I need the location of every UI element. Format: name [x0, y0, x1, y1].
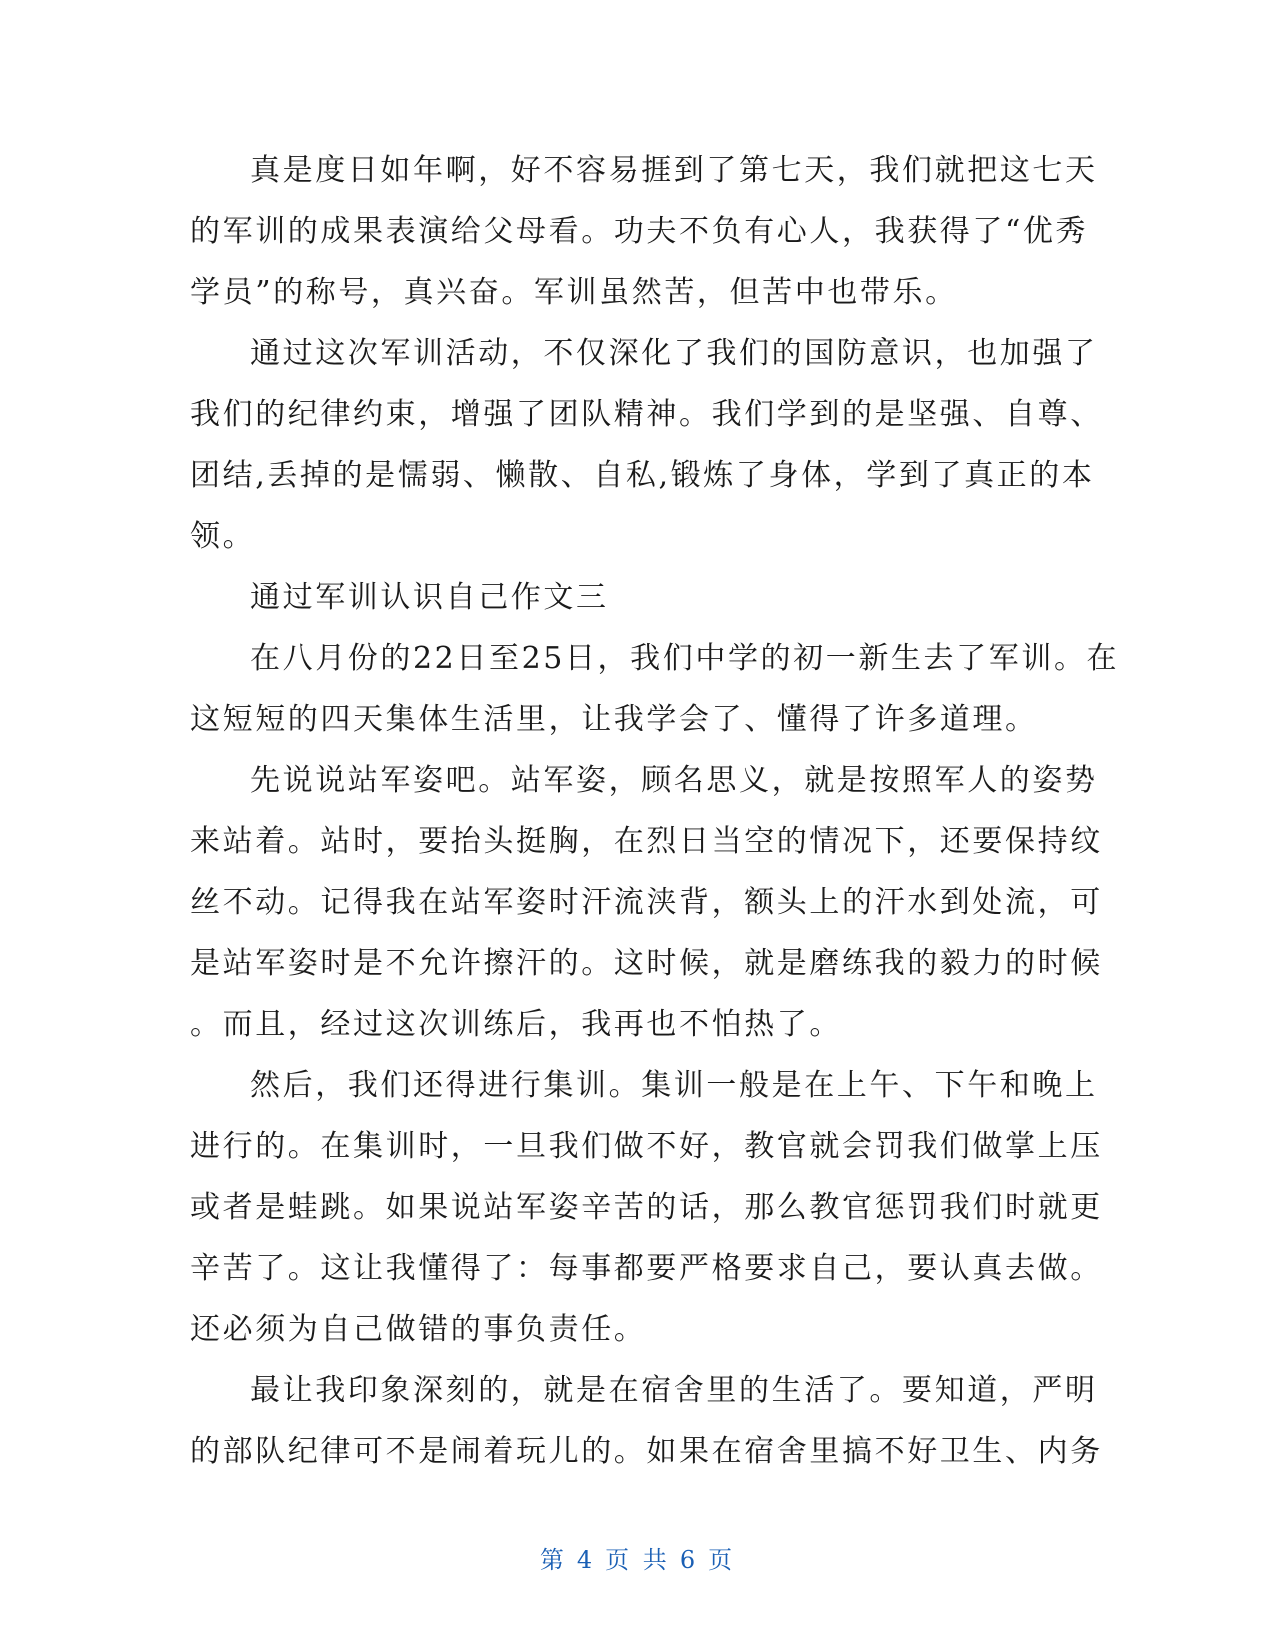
text-line: 来站着。站时，要抬头挺胸，在烈日当空的情况下，还要保持纹: [190, 824, 1103, 859]
page-footer: [0, 1540, 1275, 1575]
text-line: 还必须为自己做错的事负责任。: [190, 1312, 647, 1347]
text-line: 最让我印象深刻的，就是在宿舍里的生活了。要知道，严明: [250, 1373, 1098, 1408]
text-line: 是站军姿时是不允许擦汗的。这时候，就是磨练我的毅力的时候: [190, 946, 1103, 981]
text-line: 然后，我们还得进行集训。集训一般是在上午、下午和晚上: [250, 1068, 1098, 1103]
text-line: 的部队纪律可不是闹着玩儿的。如果在宿舍里搞不好卫生、内务: [190, 1434, 1103, 1469]
text-line: 领。: [190, 519, 256, 554]
text-line: 学员”的称号，真兴奋。军训虽然苦，但苦中也带乐。: [190, 275, 958, 310]
text-line: 辛苦了。这让我懂得了：每事都要严格要求自己，要认真去做。: [190, 1251, 1103, 1286]
text-line: 真是度日如年啊，好不容易捱到了第七天，我们就把这七天: [250, 153, 1098, 188]
footer-total-pages: 6: [679, 1546, 699, 1574]
text-line: 先说说站军姿吧。站军姿，顾名思义，就是按照军人的姿势: [250, 763, 1098, 798]
footer-suffix: 页: [708, 1546, 736, 1574]
text-line: 这短短的四天集体生活里，让我学会了、懂得了许多道理。: [190, 702, 1038, 737]
text-line: 我们的纪律约束，增强了团队精神。我们学到的是坚强、自尊、: [190, 397, 1103, 432]
text-line: 丝不动。记得我在站军姿时汗流浃背，额头上的汗水到处流，可: [190, 885, 1103, 920]
section-heading: 通过军训认识自己作文三: [250, 580, 609, 615]
text-line: 或者是蛙跳。如果说站军姿辛苦的话，那么教官惩罚我们时就更: [190, 1190, 1103, 1225]
text-line: 通过这次军训活动，不仅深化了我们的国防意识，也加强了: [250, 336, 1098, 371]
footer-middle: 页 共: [605, 1546, 670, 1574]
text-line: 进行的。在集训时，一旦我们做不好，教官就会罚我们做掌上压: [190, 1129, 1103, 1164]
document-body: [190, 140, 1120, 1482]
text-line: 团结,丢掉的是懦弱、懒散、自私,锻炼了身体，学到了真正的本: [190, 458, 1095, 493]
text-line: 在八月份的22日至25日，我们中学的初一新生去了军训。在: [250, 641, 1120, 676]
text-line: 。而且，经过这次训练后，我再也不怕热了。: [190, 1007, 842, 1042]
footer-page-number: 4: [576, 1546, 596, 1574]
text-line: 的军训的成果表演给父母看。功夫不负有心人，我获得了“优秀: [190, 214, 1089, 249]
footer-prefix: 第: [539, 1546, 567, 1574]
